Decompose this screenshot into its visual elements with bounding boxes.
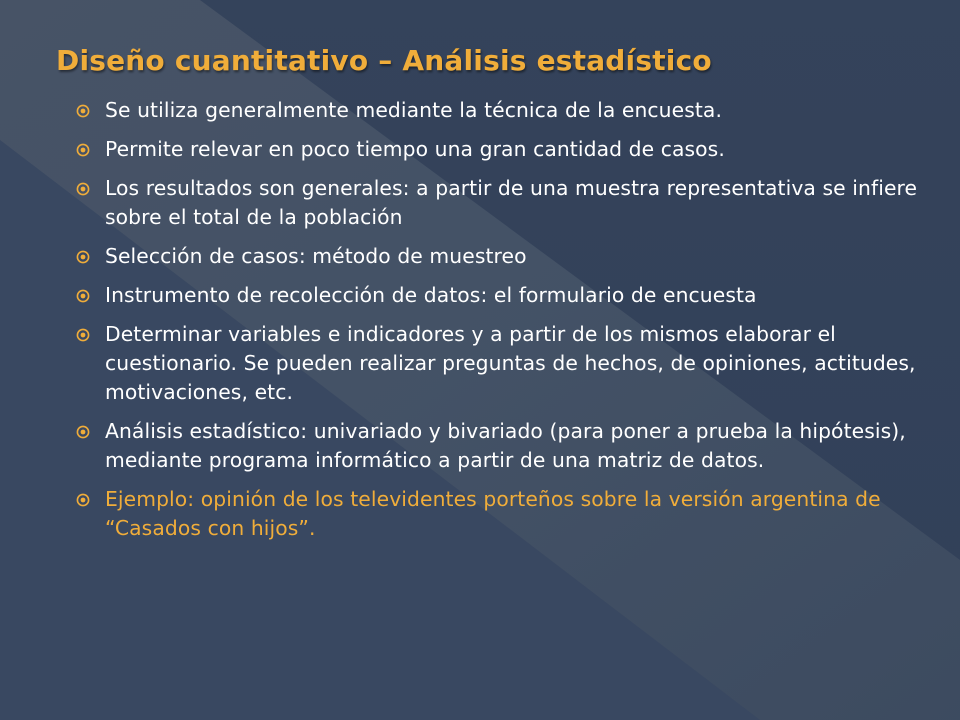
slide-title: Diseño cuantitativo – Análisis estadístico — [56, 44, 712, 77]
bullet-text: Permite relevar en poco tiempo una gran cantidad de casos. — [105, 137, 725, 161]
bullet-text: Análisis estadístico: univariado y bivariado (para poner a prueba la hipótesis), mediante programa informático a partir de una matriz de datos. — [105, 419, 906, 472]
bullet-item — [76, 174, 928, 232]
bullet-text: Determinar variables e indicadores y a partir de los mismos elaborar el cuestionario. Se pueden realizar preguntas de hechos, de opiniones, actitudes, motivaciones, etc. — [105, 322, 916, 404]
bullet-text: Los resultados son generales: a partir de una muestra representativa se infiere sobre el total de la población — [105, 176, 918, 229]
bullet-item — [76, 417, 928, 475]
target-circle-icon — [76, 104, 90, 118]
bullet-item — [76, 242, 928, 271]
target-circle-icon — [76, 250, 90, 264]
bullet-text: Instrumento de recolección de datos: el formulario de encuesta — [105, 283, 757, 307]
bullet-list — [76, 96, 928, 553]
bullet-item — [76, 320, 928, 407]
bullet-item — [76, 135, 928, 164]
bullet-text: Se utiliza generalmente mediante la técnica de la encuesta. — [105, 98, 723, 122]
target-circle-icon — [76, 425, 90, 439]
bullet-item — [76, 96, 928, 125]
target-circle-icon — [76, 328, 90, 342]
target-circle-icon — [76, 182, 90, 196]
bullet-item — [76, 281, 928, 310]
target-circle-icon — [76, 289, 90, 303]
target-circle-icon — [76, 143, 90, 157]
bullet-text: Selección de casos: método de muestreo — [105, 244, 527, 268]
bullet-item-example — [76, 485, 928, 543]
bullet-text: Ejemplo: opinión de los televidentes porteños sobre la versión argentina de “Casados con hijos”. — [105, 487, 881, 540]
target-circle-icon — [76, 493, 90, 507]
